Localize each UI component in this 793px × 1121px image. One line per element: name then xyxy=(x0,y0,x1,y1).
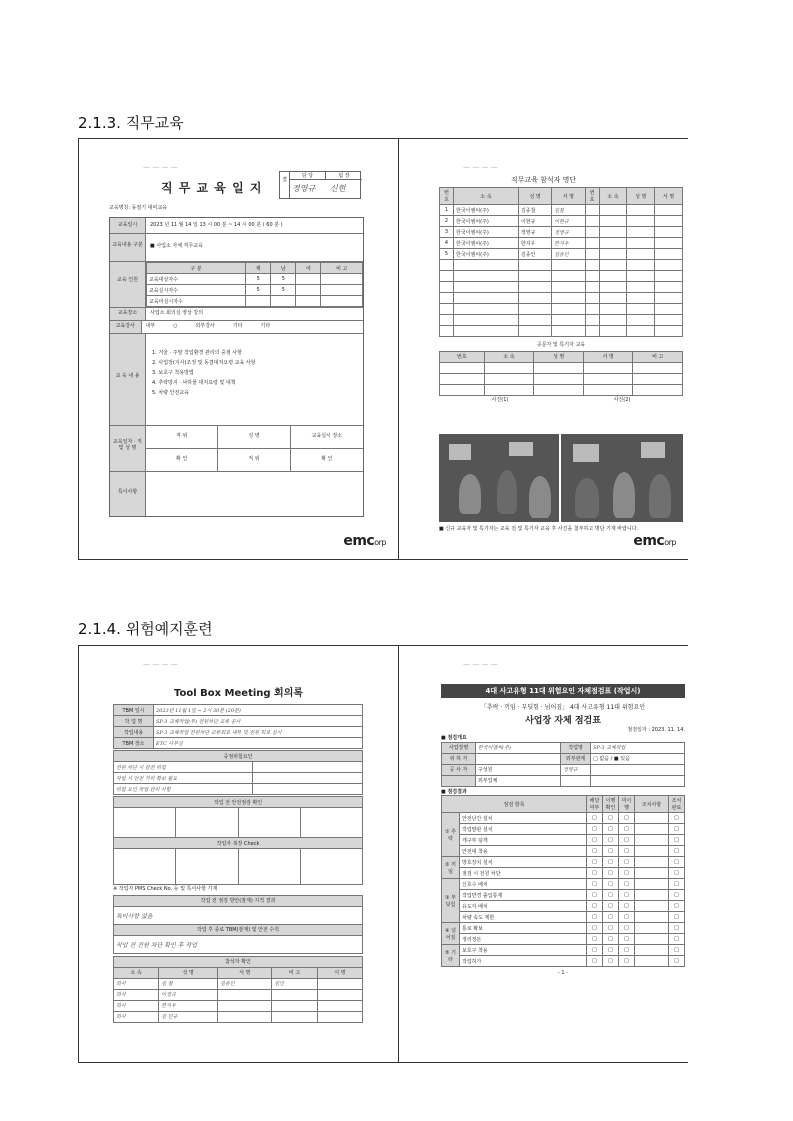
emc-logo: emcorp xyxy=(343,533,386,549)
training-photo-2 xyxy=(561,434,683,522)
tbm-note: ※ 작업자 PMS Check No. 등 및 특이사항 기재 xyxy=(113,886,218,892)
attendee-table: 번호 소 속 성 명 서 명 번호 소 속 성 명 서 명 1 한국이엠씨(주) 김종철 김철 2 한국이엠씨(주) 이현규 이현규 3 한국이엠씨(주) 정영규 정영규 4 한국이엠씨(주) 한지우 한지우 5 한국이엠씨(주) 김종인 김종인 xyxy=(439,187,683,337)
table-row: ① 추락 안전난간 설치 □ □ □ □ xyxy=(442,813,685,824)
table-row: 회사 김 철 김종인 김인 xyxy=(114,978,363,989)
list-item: 1. 겨울 · 주말 작업환경 관리의 중점 사항 xyxy=(152,350,242,356)
photo-caption: ■ 신규 교육자 및 특기자는 교육 전 및 특기자 교육 후 사진을 첨부하고 명단 기재 바랍니다. xyxy=(439,526,639,532)
self-check-subtitle: 「추락 · 끼임 · 부딪힘 · 넘어짐」 4대 사고유형 11대 위험요인 xyxy=(480,704,646,711)
self-check-panel: — — — — 4대 사고유형 11대 위험요인 자체점검표 (작업시) 「추락 · 끼임 · 부딪힘 · 넘어짐」 4대 사고유형 11대 위험요인 사업장 자체 점검표 점검일자 : 2023. 11. 14. ■ 점검개요 사업장명 한국이엠씨(주) 작업명 SP-3 교체작업 위 하 자 외부관계 □ 없음 / ■ 있음 공 사 자 구성원 정영규 외부업체 ■ 점검결과 점검 항목 해당 여부 이행 확인 미이행 조치사항 조치 완료 ① 추락 안전난간 설치 □ □ □ □ 작업발판 설치 □ □ □ □ 개구부 덮개 □ □ □ □ 안전대 착용 □ □ □ □ ② 끼임 방호장치 설치 □ □ □ □ 점검 시 전원 차단 □ □ □ □ ③ 부딪힘 신호수 배치 □ □ □ □ 작업반경 출입통제 □ □ □ □ 유도자 배치 □ □ □ □ 차량 속도 제한 □ □ □ □ ④ 넘어짐 통로 확보 □ □ □ □ 정리정돈 □ □ □ □ ⑤ 기타 보호구 착용 □ □ □ □ 작업허가 □ □ □ □ - 1 - xyxy=(399,646,688,1062)
table-row: 위험 요인 작업 관리 사항 xyxy=(114,784,363,795)
education-datetime: 2023 년 11 월 14 일 13 시 00 분 ~ 14 시 00 분 ( 60 분 ) xyxy=(150,222,283,228)
table-row: 점검 시 전원 차단 □ □ □ □ xyxy=(442,868,685,879)
tbm-panel: — — — — Tool Box Meeting 회의록 TBM 일시 2023년 11월 1일 ~ 2시 30분 (20분) 작 업 명 SP-3 교체작업(무) 전원차단 교류 공사 작업내용 SP-3 교체작업 전원차단 교류회로 내부 및 전원 회로 실시 TBM 장소 ETC 사무실 중점위험요인 전원 차단 시 감전 위험 작업 시 안전 거리 확보 필요 위험 요인 작업 관리 사항 작업 전 안전점검 확인 작업자 복장 Check ※ 작업자 PMS Check No. 등 및 특이사항 기재 작업 전 점검 방안(잠재) 지적 결과 특이사항 없음 작업 후 종료 TBM(잠재) 및 안전 수칙 작업 전 전원 차단 확인 후 작업 참석자 확인 소 속 성 명 서 명 비 고 서 명 회사 김 철 김종인 김인 회사 이정규 회사 한지우 회사 김 민규 xyxy=(79,646,398,1062)
overview-table xyxy=(441,742,685,787)
table-row: ② 끼임 방호장치 설치 □ □ □ □ xyxy=(442,857,685,868)
table-row: 작업반경 출입통제 □ □ □ □ xyxy=(442,890,685,901)
education-subject: 교육명칭: 동절기 대비교육 xyxy=(109,205,167,211)
approval-signature-1: 정영규 xyxy=(292,184,316,193)
tbm-check-table: 작업 전 안전점검 확인 작업자 복장 Check xyxy=(113,796,363,885)
training-scan-frame xyxy=(78,138,688,560)
table-row: 교육대상자수 5 5 xyxy=(147,274,363,285)
visitor-table: 번호 소 속 성 명 서 명 비 고 xyxy=(439,351,683,396)
list-item: 5. 차량 안전교육 xyxy=(152,390,189,396)
visitor-title: 공문자 및 특기자 교육 xyxy=(536,342,586,348)
list-item: 4. 추락방지 · 낙하물 대처요령 및 대책 xyxy=(152,380,236,386)
tbm-info-table xyxy=(113,704,363,749)
table-row: 작 업 명 SP-3 교체작업(무) 전원차단 교류 공사 xyxy=(114,716,363,727)
table-row: 작업발판 설치 □ □ □ □ xyxy=(442,824,685,835)
page-number: - 1 - xyxy=(558,970,568,977)
table-row: 전원 차단 시 감전 위험 xyxy=(114,762,363,773)
approval-box: 결 담 당 팀 장 정영규 신현 xyxy=(279,171,361,199)
tbm-title: Tool Box Meeting 회의록 xyxy=(173,688,304,699)
table-row: 작업내용 SP-3 교체작업 전원차단 교류회로 내부 및 전원 회로 실시 xyxy=(114,727,363,738)
section-title-risk-training: 2.1.4. 위험예지훈련 xyxy=(78,620,213,638)
attendee-list-title: 직무교육 참석자 명단 xyxy=(510,176,577,184)
table-row: TBM 일시 2023년 11월 1일 ~ 2시 30분 (20분) xyxy=(114,705,363,716)
approval-signature-2: 신현 xyxy=(330,184,346,193)
table-row: 차량 속도 제한 □ □ □ □ xyxy=(442,912,685,923)
education-type: ■ 사업소 자체 직무교육 xyxy=(150,243,203,249)
education-place: 사업소 회의실 영상 강의 xyxy=(150,310,204,316)
table-row: 위 하 자 외부관계 □ 없음 / ■ 있음 xyxy=(442,753,685,764)
table-row: 3 한국이엠씨(주) 정영규 정영규 xyxy=(440,227,683,238)
table-row: 회사 이정규 xyxy=(114,989,363,1000)
table-row: 1 한국이엠씨(주) 김종철 김철 xyxy=(440,205,683,216)
tbm-hazard-table: 중점위험요인 전원 차단 시 감전 위험 작업 시 안전 거리 확보 필요 위험 요인 작업 관리 사항 xyxy=(113,750,363,795)
people-table: 구 분 계 남 여 비 고 교육대상자수 5 5 교육실시자수 5 5 교육미실시자수 xyxy=(146,262,363,307)
table-row: 안전대 착용 □ □ □ □ xyxy=(442,846,685,857)
table-row: 유도자 배치 □ □ □ □ xyxy=(442,901,685,912)
table-row: 정리정돈 □ □ □ □ xyxy=(442,934,685,945)
results-table: 점검 항목 해당 여부 이행 확인 미이행 조치사항 조치 완료 ① 추락 안전난간 설치 □ □ □ □ 작업발판 설치 □ □ □ □ 개구부 덮개 □ □ □ □ 안전대 착용 □ □ □ □ ② 끼임 방호장치 설치 □ □ □ □ 점검 시 전원 차단 □ □ □ □ ③ 부딪힘 신호수 배치 □ □ □ □ 작업반경 출입통제 □ □ □ □ 유도자 배치 □ □ □ □ 차량 속도 제한 □ □ □ □ ④ 넘어짐 통로 확보 □ □ □ □ 정리정돈 □ □ □ □ ⑤ 기타 보호구 착용 □ □ □ □ 작업허가 □ □ □ □ xyxy=(441,795,685,967)
education-content-list xyxy=(146,334,262,425)
table-row: 회사 한지우 xyxy=(114,1000,363,1011)
table-row: 작업 시 안전 거리 확보 필요 xyxy=(114,773,363,784)
emc-logo: emcorp xyxy=(633,533,676,549)
self-check-title: 사업장 자체 점검표 xyxy=(525,716,601,726)
table-row: 교육실시자수 5 5 xyxy=(147,285,363,296)
section-title-job-training: 2.1.3. 직무교육 xyxy=(78,114,184,132)
table-row: 사업장명 한국이엠씨(주) 작업명 SP-3 교체작업 xyxy=(442,742,685,753)
table-row: 공 사 자 구성원 정영규 xyxy=(442,764,685,775)
table-row: ⑤ 기타 보호구 착용 □ □ □ □ xyxy=(442,945,685,956)
table-row: 개구부 덮개 □ □ □ □ xyxy=(442,835,685,846)
table-row: 4 한국이엠씨(주) 한지우 한지우 xyxy=(440,238,683,249)
risk-training-scan-frame xyxy=(78,645,688,1063)
tbm-result-table: 작업 전 점검 방안(잠재) 지적 결과 특이사항 없음 작업 후 종료 TBM(잠재) 및 안전 수칙 작업 전 전원 차단 확인 후 작업 xyxy=(113,895,363,954)
list-item: 2. 사업장(지사)조정 및 동결대처요령 교육 사항 xyxy=(152,360,256,366)
tbm-sign-table: 참석자 확인 소 속 성 명 서 명 비 고 서 명 회사 김 철 김종인 김인 회사 이정규 회사 한지우 회사 김 민규 xyxy=(113,956,363,1023)
table-row: 5 한국이엠씨(주) 김종인 김종인 xyxy=(440,249,683,260)
education-form: 교육일시 2023 년 11 월 14 일 13 시 00 분 ~ 14 시 00 분 ( 60 분 ) 교육내용 구분 ■ 사업소 자체 직무교육 교육 인원 구 분 계 남 여 비 고 교육대상자수 5 5 교육실시자수 5 5 교육미실시자수 교육장소 사업소 회의실 영상 강의 교육강사 내부 ○ 외부강사 기타 기타 교 육 내 용 1. 겨울 · 주말 작업환경 관리의 중점 사항 2. 사업장(지사)조정 및 동결대처요령 교육 사항 3. 보호구 착용방법 4. 추락방지 · 낙하물 대처요령 및 대책 5. 차량 안전교육 교육일자 · 직 및 성 명 직 위 성 명 교육실시 장소 확 인 직 위 확 인 특이사항 xyxy=(109,217,364,517)
table-row: 2 한국이엠씨(주) 이현규 이현규 xyxy=(440,216,683,227)
table-row: 외부업체 xyxy=(442,775,685,786)
table-row: 작업허가 □ □ □ □ xyxy=(442,956,685,967)
table-row: ③ 부딪힘 신호수 배치 □ □ □ □ xyxy=(442,879,685,890)
education-log-panel: — — — — 직 무 교 육 일 지 결 담 당 팀 장 정영규 신현 교육명칭: 동절기 대비교육 교육일시 2023 년 11 월 14 일 13 시 00 분 ~ 14 시 00 분 ( 60 분 ) 교육내용 구분 ■ 사업소 자체 직무교육 교육 인원 구 분 계 남 여 비 고 교육대상자수 5 5 교육실시자수 5 5 교육미실시자수 교육장소 사업소 회의실 영상 강의 교육강사 내부 ○ 외부강사 기타 기타 교 육 내 용 1. 겨울 · 주말 작업환경 관리의 중점 사항 2. 사업장(지사)조정 및 동결대처요령 교육 사항 3. 보호구 착용방법 4. 추락방지 · 낙하물 대처요령 및 대책 5. 차량 안전교육 교육일자 · 직 및 성 명 직 위 성 명 교육실시 장소 확 인 직 위 확 인 특이사항 emcorp xyxy=(79,139,398,559)
table-row: 교육미실시자수 xyxy=(147,296,363,307)
table-row: TBM 장소 ETC 사무실 xyxy=(114,738,363,749)
self-check-banner: 4대 사고유형 11대 위험요인 자체점검표 (작업시) xyxy=(441,684,685,698)
education-log-title: 직 무 교 육 일 지 xyxy=(161,181,263,195)
attendee-list-panel: — — — — 직무교육 참석자 명단 번호 소 속 성 명 서 명 번호 소 속 성 명 서 명 1 한국이엠씨(주) 김종철 김철 2 한국이엠씨(주) 이현규 이현규 3 한국이엠씨(주) 정영규 정영규 4 한국이엠씨(주) 한지우 한지우 5 한국이엠씨(주) 김종인 김종인 공문자 및 특기자 교육 번호 소 속 성 명 서 명 비 고 사진(1) 사진(2) ■ 신규 교육자 및 특기자는 교육 전 및 특기자 교육 후 사진을 첨부하고 명단 기재 바랍니다. emcorp xyxy=(399,139,688,559)
training-photo-1 xyxy=(439,434,559,522)
table-row: ④ 넘어짐 통로 확보 □ □ □ □ xyxy=(442,923,685,934)
self-check-date: 점검일자 : 2023. 11. 14. xyxy=(627,727,685,733)
table-row: 회사 김 민규 xyxy=(114,1011,363,1022)
list-item: 3. 보호구 착용방법 xyxy=(152,370,194,376)
